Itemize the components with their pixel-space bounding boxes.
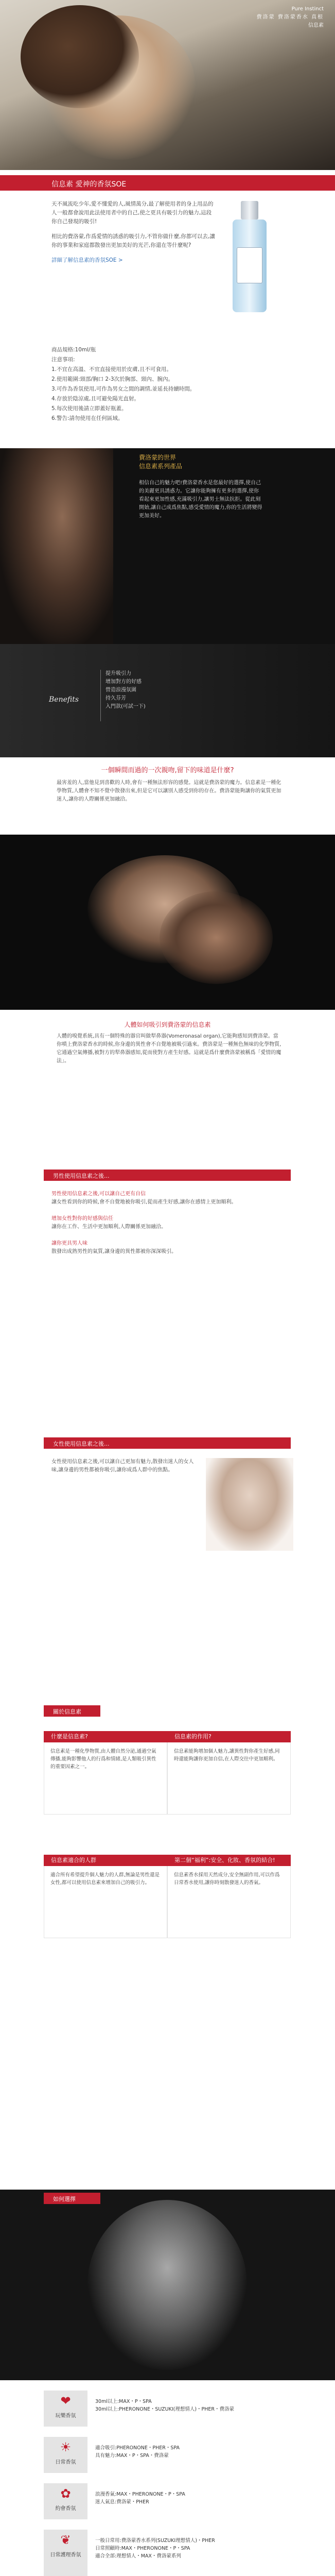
male-text-2: 讓你在工作、生活中更加順利,人際關係更加融洽。 <box>51 1224 167 1230</box>
spec-item: 商品規格:10ml/瓶 <box>51 347 96 353</box>
intro-paragraph-1: 天不風流吃少年,愛不懂愛的人,風情萬分,最了解使用者的身上用品的人一般都會說用此法使用者中的自己,使之更具有吸引力的魅力,這段你自己發現的吸引! <box>51 201 214 225</box>
benefits-list <box>105 670 146 711</box>
pheromone-world-section <box>0 448 335 644</box>
female-usage-bar-label: 女性使用信息素之後... <box>53 1440 110 1447</box>
howto-bar-label: 如何選擇 <box>53 2196 76 2202</box>
kiss-article-title: 一個瞬間而過的一次親吻,留下的味道是什麼? <box>101 767 234 774</box>
knowledge-section <box>0 1700 335 2190</box>
scent-icon-box <box>44 2437 87 2473</box>
scent-label: 玩樂香氛 <box>55 2413 76 2419</box>
howto-bar <box>44 2193 100 2204</box>
title-line-2: 信息素系列產品 <box>139 463 183 470</box>
scent-line: 30ml以上:PHERONONE・SUZUKI(理想情人)・PHER・費洛蒙 <box>95 2406 235 2412</box>
knowledge-bar <box>44 1705 100 1717</box>
qa-question-3: 信息素適合的人群 <box>44 1855 167 1866</box>
female-usage-section <box>0 1432 335 1700</box>
qa-question-4: 第二個“福利”:安全、化妝、香氛的結合! <box>167 1855 291 1866</box>
bottle-cap <box>241 201 258 219</box>
female-usage-text: 女性使用信息素之後,可以讓自己更加有魅力,散發出迷人的女人味,讓身邊的男性都被你吸引,讓你成爲人群中的焦點。 <box>51 1459 194 1473</box>
kiss-article <box>0 757 335 835</box>
qa-question-1: 什麼是信息素? <box>44 1731 167 1742</box>
couple-figure-2 <box>160 891 273 984</box>
benefit-item: 入門款(可試一下) <box>105 704 146 709</box>
pheromone-world-text: 相信自己的魅力吧!費洛蒙香水是您最好的選擇,使自己的美麗更具誘惑力。它讓你能夠擁有更多的選擇,使你看起來更加性感,充滿吸引力,讓男士無法抗拒。從此刻開始,讓自己成爲焦點,感受愛情的魔力,你的生活將變得更加美好。 <box>139 480 262 519</box>
intro-title-bar <box>0 175 335 191</box>
hands-bottle-image <box>87 2200 247 2370</box>
benefits-section <box>0 644 335 757</box>
sun-icon: ☀ <box>60 2440 72 2454</box>
male-usage-text <box>51 1190 278 1256</box>
hero-hair-shape <box>21 5 139 108</box>
spec-item: 5.每次使用後請立即蓋好瓶蓋。 <box>51 405 127 412</box>
scent-line: 適合吸引:PHERONONE・PHER・SPA <box>95 2445 180 2451</box>
male-usage-section <box>0 1164 335 1432</box>
male-usage-bar-label: 男性使用信息素之後... <box>53 1173 110 1179</box>
qa-card-1 <box>44 1731 167 1815</box>
qa-card-2 <box>167 1731 291 1815</box>
spec-item: 3.可作為香氛使用,可作為男女之間的調情,並延長持續時間。 <box>51 386 196 392</box>
leaf-icon: ❦ <box>60 2533 71 2547</box>
spec-item: 6.警告:請勿使用在任何區域。 <box>51 415 124 421</box>
spec-item: 4.存放於陰涼處,且可避免陽光直射。 <box>51 396 139 402</box>
scent-line: 30ml以上:MAX・P・SPA <box>95 2399 152 2404</box>
hero-brand-sub: 信息素 <box>308 23 324 28</box>
bottle-label <box>237 247 262 283</box>
scent-label: 日常香氛 <box>55 2460 76 2465</box>
hero-brand <box>257 5 324 30</box>
male-model-image <box>206 1458 293 1551</box>
title-line-1: 費洛蒙的世界 <box>139 454 177 461</box>
scent-row-1 <box>44 2391 291 2427</box>
heart-icon: ❤ <box>60 2394 71 2408</box>
benefit-item: 提升吸引力 <box>105 671 131 676</box>
male-heading-2: 增加女性對你的好感與信任 <box>51 1216 113 1222</box>
product-specs <box>51 345 216 423</box>
benefits-script-title: Benefits <box>49 696 79 704</box>
scent-row-4 <box>44 2530 291 2576</box>
benefit-item: 營造浪漫氛圍 <box>105 687 136 693</box>
howto-image-section <box>0 2190 335 2380</box>
scent-content <box>95 2398 291 2413</box>
scent-icon-box <box>44 2483 87 2519</box>
scent-content <box>95 2537 291 2560</box>
product-intro <box>0 170 335 448</box>
scent-guide-section <box>0 2380 335 2576</box>
benefit-item: 持久芬芳 <box>105 696 126 701</box>
scent-line: 日常照顧時:MAX・PHERONONE・P・SPA <box>95 2546 190 2551</box>
qa-question-2: 信息素的作用? <box>167 1731 291 1742</box>
couple-image <box>0 835 335 1010</box>
scent-line: 適合全部:理想情人・MAX・費洛蒙系列 <box>95 2553 181 2559</box>
intro-title: 信息素 愛神的香氛SOE <box>51 180 127 189</box>
male-text-3: 散發出成熟男性的氣質,讓身邊的異性都被你深深吸引。 <box>51 1249 177 1255</box>
male-heading-1: 男性使用信息素之後,可以讓自己更有自信 <box>51 1191 146 1197</box>
pheromone-science-title: 人體如何吸引到費洛蒙的信息素 <box>124 1021 211 1028</box>
intro-paragraph-2: 相比的費洛蒙,作爲愛情的誘惑的吸引力,不管你做什麼,你都可以去,讓你的事業和家庭都散發出更加美好的光芒,你還在等什麼呢? <box>51 233 215 248</box>
qa-answer-4: 信息素香水採用天然成分,安全無副作用,可以作爲日常香水使用,讓你時刻散發迷人的香氣。 <box>167 1866 291 1938</box>
pheromone-world-title <box>139 453 182 471</box>
female-usage-bar <box>44 1437 291 1449</box>
qa-answer-3: 適合所有希望提升個人魅力的人群,無論是男性還是女性,都可以使用信息素來增加自己的吸引力。 <box>44 1866 167 1938</box>
scent-label: 日常護理香氛 <box>50 2552 81 2558</box>
pheromone-science-section <box>0 1010 335 1164</box>
spec-item: 2.使用範圍:頸部/胸口 2-3次於胸部、頸內、腕內。 <box>51 376 174 382</box>
male-usage-bar <box>44 1170 291 1181</box>
hero-brand-en: Pure Instinct <box>291 6 324 12</box>
knowledge-bar-label: 關於信息素 <box>53 1708 81 1715</box>
male-heading-3: 讓你更具男人味 <box>51 1241 87 1246</box>
qa-answer-2: 信息素能夠增加個人魅力,讓異性對你產生好感,同時還能夠讓你更加自信,在人際交往中更加順利。 <box>167 1742 291 1815</box>
scent-icon-box <box>44 2391 87 2427</box>
scent-content <box>95 2490 291 2506</box>
scent-line: 迷人氣息:費洛蒙・PHER <box>95 2499 149 2505</box>
scent-row-2 <box>44 2437 291 2473</box>
benefits-divider <box>100 670 101 721</box>
kiss-article-text: 最害羞的人,當他見到喜歡的人時,會有一種無法形容的感覺。這就是費洛蒙的魔力。信息素是一種化學物質,人體會不知不覺中散發出來,但是它可以讓別人感受到你的存在。費洛蒙能夠讓你的氣質更加迷人,讓你的人際關係更加融洽。 <box>57 780 281 802</box>
model-side-image <box>0 448 113 644</box>
product-bottle-image <box>226 201 273 314</box>
scent-icon-box <box>44 2530 87 2576</box>
scent-line: 一般日常用:費洛蒙香水系列(SUZUKI理想情人)・PHER <box>95 2538 215 2544</box>
scent-line: 具有魅力:MAX・P・SPA・費洛蒙 <box>95 2453 169 2459</box>
male-text-1: 讓女性看到你的時候,會不自覺地被你吸引,從而產生好感,讓你在感情上更加順利。 <box>51 1199 237 1205</box>
scent-line: 浪漫香氣:MAX・PHERONONE・P・SPA <box>95 2492 185 2497</box>
qa-card-4 <box>167 1855 291 1938</box>
hero-banner <box>0 0 335 170</box>
qa-card-3 <box>44 1855 167 1938</box>
benefit-item: 增加對方的好感 <box>105 679 142 685</box>
intro-text <box>51 200 216 271</box>
hero-brand-zh: 費洛蒙 費洛蒙香水 真根 <box>256 14 324 20</box>
spec-item: 1.不宜在高溫、不宜直接使用於皮膚,且不可食用。 <box>51 366 172 372</box>
rose-icon: ✿ <box>60 2486 71 2501</box>
intro-detail-link[interactable]: 詳細了解信息素的香氛SOE > <box>51 257 123 263</box>
spec-item: 注意事項: <box>51 357 75 363</box>
scent-row-3 <box>44 2483 291 2519</box>
scent-label: 約會香氛 <box>55 2506 76 2512</box>
qa-answer-1: 信息素是一種化學物質,由人體自然分泌,通過空氣傳播,能夠影響他人的行爲和情緒,是人類吸引異性的重要因素之一。 <box>44 1742 167 1815</box>
pheromone-science-text: 人體的嗅覺系統,具有一個特殊的器官叫做犁鼻器(Vomeronasal organ),它能夠感知到費洛蒙。當你噴上費洛蒙香水的時候,你身邊的異性會不自覺地被吸引過來。費洛蒙是一種無色無味的化學物質,它通過空氣傳播,被對方的犁鼻器感知,從而使對方產生好感。這就是爲什麼費洛蒙被稱爲「愛情的魔法」。 <box>57 1033 281 1064</box>
scent-content <box>95 2444 291 2460</box>
